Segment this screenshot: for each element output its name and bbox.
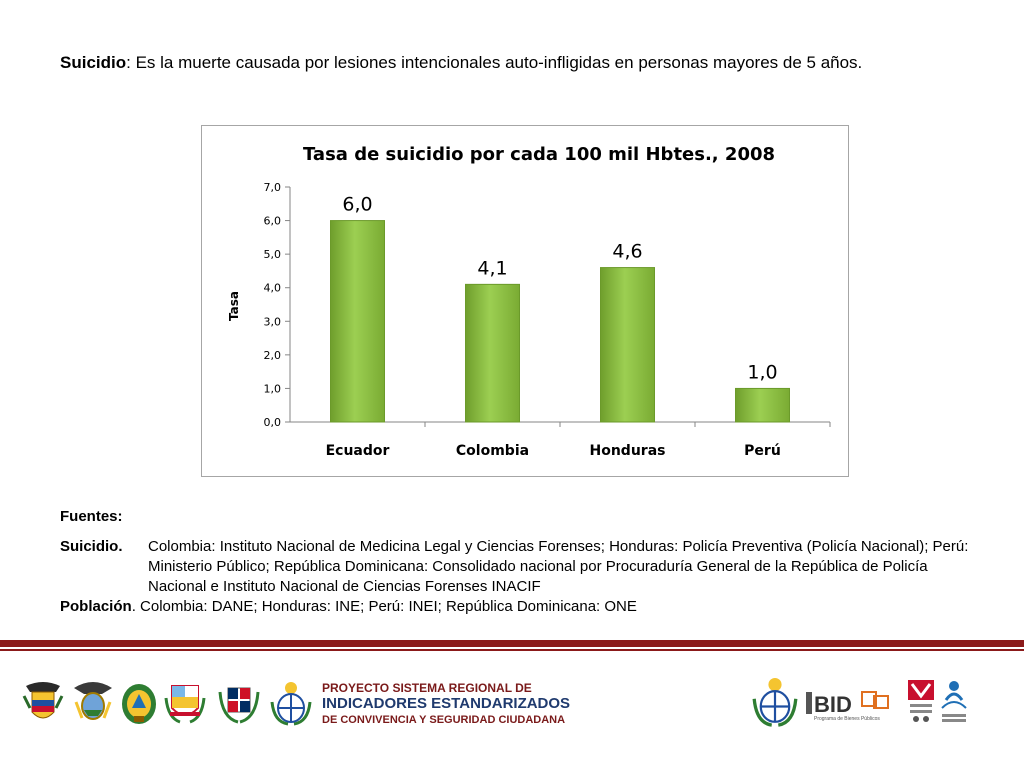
- dominican-republic-crest-icon: [218, 678, 260, 726]
- y-tick-label: 5,0: [263, 248, 281, 262]
- suicide-source-text: Colombia: Instituto Nacional de Medicina Legal y Ciencias Forenses; Honduras: Policía Preventiva (Policía Nacional); Perú: Ministerio Público; República Dominicana: Consolidado nacional por Procuraduría General de la República de Policía Nacional e Instituto Nacional de Ciencias Forenses INACIF: [148, 538, 969, 595]
- y-axis-label: Tasa: [227, 291, 241, 321]
- uruguay-crest-icon: [270, 678, 312, 726]
- univalle-logo-icon: [906, 678, 936, 724]
- project-title-line2: INDICADORES ESTANDARIZADOS: [322, 695, 571, 712]
- colombia-crest-icon: [22, 678, 64, 726]
- project-title-line1: PROYECTO SISTEMA REGIONAL DE: [322, 681, 532, 695]
- suicide-source-row: [60, 537, 970, 597]
- x-tick-label-ecuador: Ecuador: [325, 443, 390, 459]
- bid-logo-subtitle: Programa de Bienes Públicos: [814, 716, 880, 722]
- y-tick-label: 7,0: [263, 181, 281, 194]
- chart-frame: [201, 125, 849, 477]
- y-tick-label: 2,0: [263, 348, 281, 362]
- intro-text: : Es la muerte causada por lesiones intencionales auto-infligidas en personas mayores de 5 años.: [126, 53, 863, 72]
- cisalva-logo-icon: [938, 678, 970, 724]
- population-source-text: . Colombia: DANE; Honduras: INE; Perú: INEI; República Dominicana: ONE: [131, 598, 637, 615]
- intro-definition: [60, 52, 960, 74]
- data-label-colombia: 4,1: [477, 257, 508, 280]
- intro-term: Suicidio: [60, 53, 127, 72]
- x-tick-label-perú: Perú: [744, 443, 781, 459]
- data-label-honduras: 4,6: [612, 240, 643, 263]
- y-tick-label: 1,0: [263, 382, 281, 396]
- y-tick-label: 3,0: [263, 315, 281, 329]
- suicide-source-key: Suicidio.: [60, 538, 123, 555]
- y-tick-label: 6,0: [263, 214, 281, 228]
- bar-perú: [736, 388, 790, 422]
- project-title-block: [322, 681, 570, 727]
- y-tick-label: 0,0: [263, 416, 281, 429]
- footer-divider: [0, 640, 1024, 647]
- footer-divider-thin: [0, 649, 1024, 651]
- bid-logo: [806, 684, 902, 724]
- honduras-crest-icon: [118, 678, 160, 726]
- sources-section: [60, 507, 970, 617]
- ecuador-crest-icon: [72, 678, 114, 726]
- data-label-perú: 1,0: [747, 361, 778, 384]
- uruguay-crest-right-icon: [752, 674, 798, 728]
- bar-colombia: [466, 284, 520, 422]
- peru-crest-icon: [164, 678, 206, 726]
- chart-title: Tasa de suicidio por cada 100 mil Hbtes., 2008: [302, 144, 776, 165]
- population-source-row: [60, 597, 970, 617]
- bar-chart: [202, 126, 848, 476]
- population-source-key: Población: [60, 598, 132, 615]
- bar-honduras: [601, 268, 655, 422]
- y-tick-label: 4,0: [263, 281, 281, 295]
- sources-heading: Fuentes:: [60, 508, 123, 525]
- x-tick-label-honduras: Honduras: [589, 443, 666, 459]
- bar-ecuador: [331, 221, 385, 422]
- data-label-ecuador: 6,0: [342, 193, 373, 216]
- project-title-line3: DE CONVIVENCIA Y SEGURIDAD CIUDADANA: [322, 714, 566, 726]
- bid-logo-text: BID: [814, 692, 852, 717]
- x-tick-label-colombia: Colombia: [455, 443, 530, 459]
